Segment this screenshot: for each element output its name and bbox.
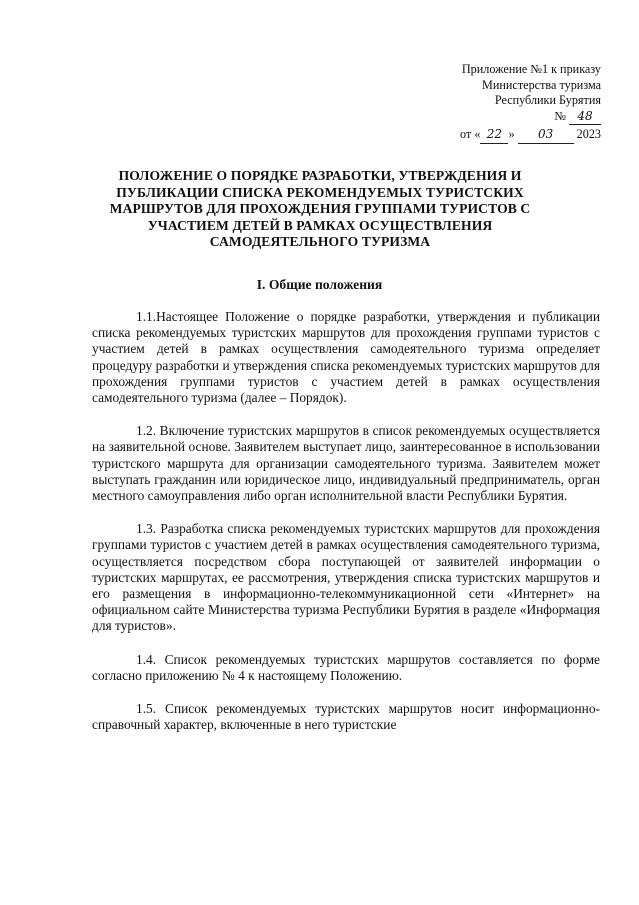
appendix-block <box>411 62 601 144</box>
date-prefix: от « <box>460 127 481 141</box>
paragraph-1-1: 1.1.Настоящее Положение о порядке разработки, утверждения и публикации списка рекомендуемых туристских маршрутов для прохождения группами туристов с участием детей в рамках осуществления самодеятельного туризма определяет процедуру разработки и утверждения списка рекомендуемых туристских маршрутов для прохождения группами туристов с участием детей в рамках осуществления самодеятельного туризма (далее – Порядок). <box>92 309 600 406</box>
order-number-handwritten: 48 <box>569 109 601 126</box>
appendix-order-number <box>411 109 601 126</box>
date-year: 2023 <box>576 127 601 141</box>
document-title: ПОЛОЖЕНИЕ О ПОРЯДКЕ РАЗРАБОТКИ, УТВЕРЖДЕНИЯ И ПУБЛИКАЦИИ СПИСКА РЕКОМЕНДУЕМЫХ ТУРИСТСКИХ МАРШРУТОВ ДЛЯ ПРОХОЖДЕНИЯ ГРУППАМИ ТУРИСТОВ С УЧАСТИЕМ ДЕТЕЙ В РАМКАХ ОСУЩЕСТВЛЕНИЯ САМОДЕЯТЕЛЬНОГО ТУРИЗМА <box>109 168 531 250</box>
appendix-line-3: Республики Бурятия <box>494 93 601 107</box>
paragraph-1-2: 1.2. Включение туристских маршрутов в список рекомендуемых осуществляется на заявительной основе. Заявителем выступает лицо, заинтересованное в использовании туристского маршрута для организации самодеятельного туризма. Заявителем может выступать гражданин или юридическое лицо, индивидуальный предприниматель, орган местного самоуправления либо орган исполнительной власти Республики Бурятия. <box>92 423 600 504</box>
paragraph-1-3: 1.3. Разработка списка рекомендуемых туристских маршрутов для прохождения группами туристов с участием детей в рамках осуществления самодеятельного туризма, осуществляется посредством сбора поступающей от заявителей информации о туристских маршрутах, ее рассмотрения, утверждения списка туристских маршрутов и его размещения в информационно-телекоммуникационной сети «Интернет» на официальном сайте Министерства туризма Республики Бурятия в разделе «Информация для туристов». <box>92 521 600 634</box>
appendix-line-2: Министерства туризма <box>482 77 601 92</box>
paragraph-1-5: 1.5. Список рекомендуемых туристских маршрутов носит информационно-справочный характер, включенные в него туристские <box>92 701 600 733</box>
order-number-prefix: № <box>554 108 566 123</box>
section-heading: I. Общие положения <box>256 277 383 292</box>
paragraph-1-4: 1.4. Список рекомендуемых туристских маршрутов составляется по форме согласно приложению № 4 к настоящему Положению. <box>92 651 600 683</box>
date-month-handwritten: 03 <box>518 127 574 144</box>
appendix-line-1: Приложение №1 к приказу <box>461 62 601 76</box>
document-body <box>92 309 600 733</box>
date-mid: » <box>508 127 515 141</box>
appendix-order-date <box>411 127 601 144</box>
date-day-handwritten: 22 <box>480 127 508 144</box>
